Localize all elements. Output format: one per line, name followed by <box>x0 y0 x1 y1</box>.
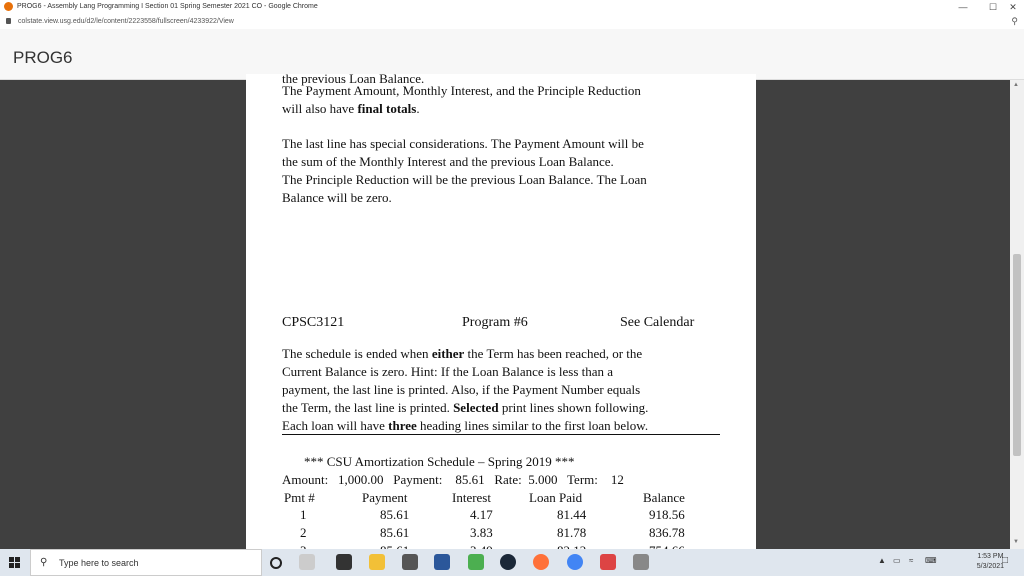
column-header: Loan Paid <box>529 490 583 505</box>
para-line: the Term, the last line is printed. Selected print lines shown following. <box>282 400 649 415</box>
text-line: will also have final totals. <box>282 101 420 116</box>
divider <box>282 434 720 435</box>
start-button[interactable] <box>0 549 30 576</box>
due-date: See Calendar <box>620 315 695 330</box>
file-explorer-icon[interactable] <box>369 554 385 570</box>
lock-icon <box>6 18 11 24</box>
table-cell: 85.61 <box>380 525 410 540</box>
word-icon[interactable] <box>434 554 450 570</box>
para-line: The schedule is ended when either the Term has been reached, or the <box>282 346 643 361</box>
column-header: Balance <box>643 490 685 505</box>
terminal-app-icon[interactable] <box>402 554 418 570</box>
course-code: CPSC3121 <box>282 315 345 330</box>
steam-icon[interactable] <box>500 554 516 570</box>
schedule-title: *** CSU Amortization Schedule – Spring 2019 *** <box>304 454 575 469</box>
taskbar <box>0 549 1024 576</box>
table-cell: 81.44 <box>557 507 587 522</box>
app-icon-3[interactable] <box>633 554 649 570</box>
favicon-icon <box>4 2 13 11</box>
text-line: Balance will be zero. <box>282 190 392 205</box>
restore-icon[interactable]: ☐ <box>988 2 998 12</box>
zoom-icon[interactable]: ⚲ <box>1011 16 1018 26</box>
clock-time: 1:53 PM <box>977 553 1004 560</box>
search-icon: ⚲ <box>40 557 48 568</box>
column-header: Pmt # <box>284 490 315 505</box>
column-header: Payment <box>362 490 408 505</box>
battery-icon[interactable]: ▭ <box>893 556 901 565</box>
firefox-icon[interactable] <box>533 554 549 570</box>
address-bar[interactable] <box>0 15 1024 29</box>
table-cell: 3.83 <box>470 525 493 540</box>
clock-date: 5/3/2021 <box>976 563 1004 570</box>
text-line: The last line has special considerations. The Payment Amount will be <box>282 136 644 151</box>
tray-chevron-icon[interactable]: ▲ <box>878 556 886 565</box>
scroll-down-icon[interactable]: ▼ <box>1013 539 1019 545</box>
close-icon[interactable]: ✕ <box>1009 2 1017 12</box>
system-clock[interactable] <box>977 552 1004 572</box>
window-titlebar <box>0 0 1024 15</box>
text-line: the previous Loan Balance. <box>282 71 425 86</box>
table-cell: 1 <box>300 507 307 522</box>
window-title: PROG6 - Assembly Lang Programming I Section 01 Spring Semester 2021 CO - Google Chrome <box>17 3 318 10</box>
table-cell: 4.17 <box>470 507 493 522</box>
text-line: The Payment Amount, Monthly Interest, and the Principle Reduction <box>282 83 641 98</box>
content-header <box>0 29 1024 80</box>
program-number: Program #6 <box>462 315 528 330</box>
url-text[interactable]: colstate.view.usg.edu/d2/le/content/2223558/fullscreen/4233922/View <box>18 18 234 25</box>
wifi-icon[interactable]: ≈ <box>909 556 914 565</box>
table-cell: 85.61 <box>380 507 410 522</box>
cortana-icon[interactable] <box>270 557 282 569</box>
notification-icon[interactable]: □ <box>1002 555 1009 566</box>
scroll-up-icon[interactable]: ▲ <box>1013 82 1019 88</box>
para-line: payment, the last line is printed. Also, if the Payment Number equals <box>282 382 641 397</box>
table-cell: 2 <box>300 525 307 540</box>
para-line: Each loan will have three heading lines similar to the first loan below. <box>282 418 649 433</box>
task-view-icon[interactable] <box>299 554 315 570</box>
para-line: Current Balance is zero. Hint: If the Loan Balance is less than a <box>282 364 614 379</box>
taskbar-search-box[interactable] <box>30 549 262 576</box>
document-page-2 <box>246 284 756 584</box>
table-cell: 918.56 <box>649 507 685 522</box>
text-line: the sum of the Monthly Interest and the previous Loan Balance. <box>282 154 614 169</box>
keyboard-icon[interactable]: ⌨ <box>925 556 937 565</box>
vertical-scrollbar[interactable] <box>1010 80 1024 549</box>
text-line: The Principle Reduction will be the previous Loan Balance. The Loan <box>282 172 647 187</box>
chrome-icon[interactable] <box>567 554 583 570</box>
table-cell: 81.78 <box>557 525 587 540</box>
notes-app-icon[interactable] <box>336 554 352 570</box>
page-title: PROG6 <box>13 48 73 67</box>
minimize-icon[interactable]: — <box>958 2 968 12</box>
column-header: Interest <box>452 490 491 505</box>
search-placeholder: Type here to search <box>59 558 139 568</box>
app-icon-2[interactable] <box>600 554 616 570</box>
scroll-thumb[interactable] <box>1013 254 1021 456</box>
app-icon[interactable] <box>468 554 484 570</box>
table-cell: 836.78 <box>649 525 685 540</box>
schedule-summary: Amount: 1,000.00 Payment: 85.61 Rate: 5.000 Term: 12 <box>282 472 624 487</box>
windows-logo-icon <box>0 549 30 576</box>
document-viewer[interactable] <box>0 71 1010 549</box>
